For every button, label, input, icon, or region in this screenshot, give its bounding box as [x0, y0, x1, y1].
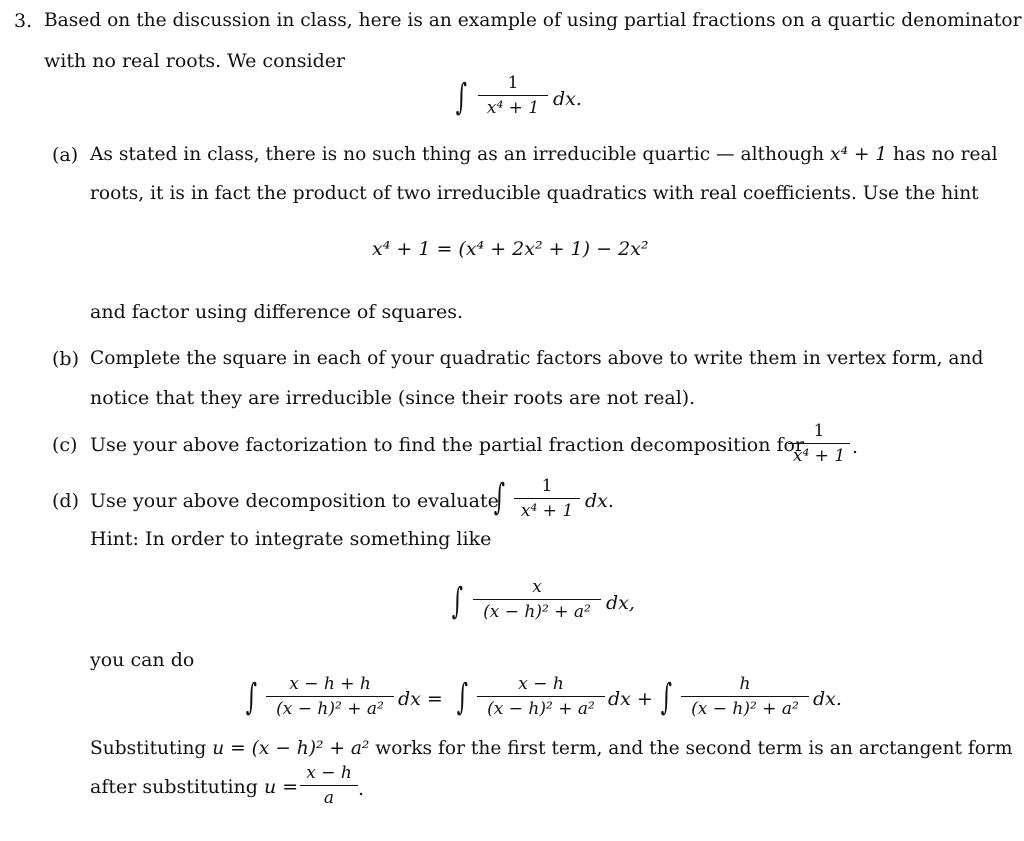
- part-d-numerator: 1: [541, 476, 553, 496]
- problem-number: 3.: [14, 10, 33, 32]
- split-numerator-1: x − h + h: [289, 674, 371, 694]
- split-denominator-3: (x − h)² + a²: [691, 699, 799, 719]
- example-denominator: (x − h)² + a²: [483, 602, 591, 622]
- substitution-end: works for the first term, and the second term is an arctangent form: [369, 738, 1013, 759]
- example-dx: dx,: [606, 592, 635, 614]
- split-dx: dx.: [813, 688, 842, 710]
- split-numerator-3: h: [739, 674, 751, 694]
- part-a-line-1-text: As stated in class, there is no such thing as an irreducible quartic — although: [90, 144, 830, 165]
- split-fraction-1: [266, 673, 394, 720]
- substitution-text: Substituting: [90, 738, 213, 759]
- part-d-dx: dx.: [585, 490, 614, 512]
- part-d-text: Use your above decomposition to evaluate: [90, 490, 499, 512]
- fraction-bar: [473, 599, 601, 600]
- intro-line-2: with no real roots. We consider: [44, 50, 346, 72]
- part-a-label: (a): [52, 144, 79, 166]
- main-integral-fraction: [478, 72, 548, 119]
- part-c-denominator: x⁴ + 1: [792, 446, 846, 466]
- after-denominator: a: [323, 788, 335, 808]
- main-integral-numerator: 1: [507, 73, 519, 93]
- split-fraction-3: [681, 673, 809, 720]
- fraction-bar: [477, 696, 605, 697]
- part-c-fraction: [788, 420, 850, 467]
- part-d-denominator: x⁴ + 1: [520, 501, 574, 521]
- split-denominator-1: (x − h)² + a²: [276, 699, 384, 719]
- after-substituting-math: u =: [264, 776, 299, 798]
- part-a-line-2: roots, it is in fact the product of two irreducible quadratics with real coefficients. Use the hint: [90, 183, 979, 204]
- integral-sign: ∫: [451, 581, 464, 622]
- integral-sign: ∫: [245, 677, 258, 718]
- part-a-line-1: [90, 144, 998, 165]
- part-a-hint-equation: x⁴ + 1 = (x⁴ + 2x² + 1) − 2x²: [372, 238, 649, 260]
- main-integral-denominator: x⁴ + 1: [486, 98, 540, 118]
- part-d-label: (d): [52, 490, 79, 512]
- part-c-numerator: 1: [813, 421, 825, 441]
- you-can-do-text: you can do: [90, 649, 195, 671]
- fraction-bar: [681, 696, 809, 697]
- split-denominator-2: (x − h)² + a²: [487, 699, 595, 719]
- intro-line-1: Based on the discussion in class, here is an example of using partial fractions on a quartic denominator: [44, 10, 1022, 31]
- fraction-bar: [514, 498, 580, 499]
- fraction-bar: [266, 696, 394, 697]
- main-integral-dx: dx.: [553, 88, 582, 110]
- integral-sign: ∫: [455, 77, 468, 118]
- part-c-period: .: [852, 436, 859, 458]
- split-operator-2: dx +: [608, 688, 653, 710]
- fraction-bar: [788, 443, 850, 444]
- part-b-line-1: Complete the square in each of your quadratic factors above to write them in vertex form, and: [90, 348, 984, 369]
- split-operator-1: dx =: [398, 688, 443, 710]
- part-a-line-1-math: x⁴ + 1: [829, 144, 888, 165]
- part-d-hint-line: Hint: In order to integrate something like: [90, 528, 492, 550]
- example-numerator: x: [532, 577, 542, 597]
- integral-sign: ∫: [660, 677, 673, 718]
- after-substituting-line: [90, 776, 298, 798]
- substitution-line: [90, 738, 1013, 759]
- example-integral-fraction: [473, 576, 601, 623]
- split-fraction-2: [477, 673, 605, 720]
- integral-sign: ∫: [493, 477, 506, 518]
- part-a-line-3: and factor using difference of squares.: [90, 301, 464, 323]
- after-numerator: x − h: [306, 763, 352, 783]
- part-a-line-1-end: has no real: [887, 144, 998, 165]
- fraction-bar: [300, 785, 358, 786]
- substitution-math: u = (x − h)² + a²: [212, 738, 370, 759]
- after-period: .: [358, 778, 365, 800]
- part-b-line-2: notice that they are irreducible (since their roots are not real).: [90, 387, 696, 409]
- part-d-integral-fraction: [514, 475, 580, 522]
- part-c-text: Use your above factorization to find the partial fraction decomposition for: [90, 434, 805, 456]
- part-c-label: (c): [52, 434, 78, 456]
- after-substituting-fraction: [300, 762, 358, 809]
- part-b-label: (b): [52, 348, 79, 370]
- after-substituting-text: after substituting: [90, 776, 264, 798]
- integral-sign: ∫: [456, 677, 469, 718]
- fraction-bar: [478, 95, 548, 96]
- split-numerator-2: x − h: [518, 674, 564, 694]
